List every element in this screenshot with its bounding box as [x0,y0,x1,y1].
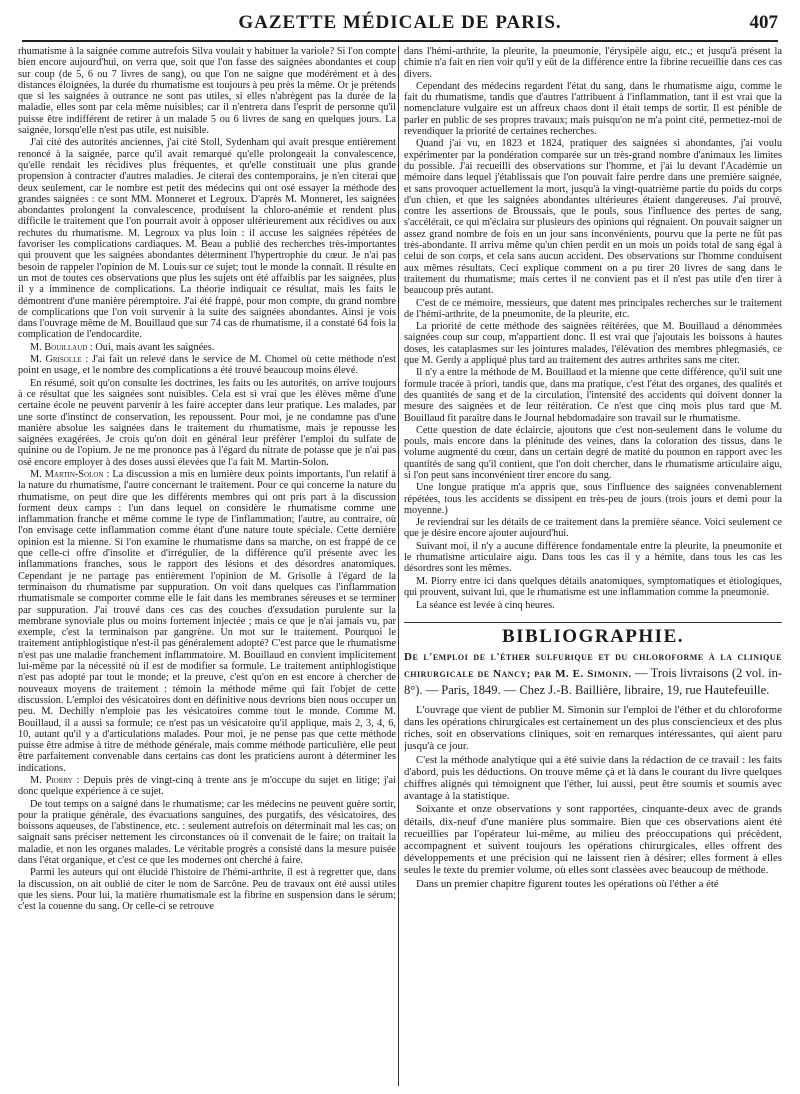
paragraph: Cependant des médecins regardent l'état du sang, dans le rhumatisme aigu, comme le fait du rhumatisme, tandis que d'autres l'attribuent à l'inflammation, tant il est vrai que la nomenclature vulgaire est un affreux chaos dont il était temps de sortir. Il est pénible de parler en public de ses propres travaux; mais puisqu'on ne m'a point cité, permettez-moi de revendiquer la priorité de certaines recherches. [404,80,782,138]
speaker-paragraph [18,354,396,377]
book-details: — Trois livraisons (2 vol. in-8°). — Paris, 1849. — Chez J.-B. Baillière, libraire, 19, rue Hautefeuille. [404,665,782,697]
speaker-name: M. Bouillaud [30,341,88,353]
paragraph: Suivant moi, il n'y a aucune différence fondamentale entre la pleurite, la pneumonite et le rhumatisme articulaire aigu. Dans tous les cas il y a hémite, dans tous les cas les désordres sont les mêmes. [404,540,782,575]
section-divider [404,622,782,623]
speaker-name: M. Piorry [30,775,73,786]
paragraph: De tout temps on a saigné dans le rhumatisme; car les médecins ne peuvent guère sortir, pour la pratique générale, des évacuations sanguines, des purgatifs, des vésicatoires, des boissons aqueuses, de l'abstinence, etc. : seulement autrefois on déterminait mal les cas; on saignait sans préciser nettement les circonstances où il convenait de le faire; on traitait la maladie, et non les organes malades. Le véritable progrès a consisté dans la mesure puisée dans l'état organique, et c'est ce que les modernes ont cherché à faire. [18,798,396,867]
paragraph: Je reviendrai sur les détails de ce traitement dans la première séance. Voici seulement ce que je désire encore ajouter aujourd'hui. [404,517,782,540]
page-number: 407 [749,12,778,33]
journal-title: GAZETTE MÉDICALE DE PARIS. [238,12,562,33]
paragraph: La priorité de cette méthode des saignées réitérées, que M. Bouillaud a dénommées saignées coup sur coup, m'appartient donc. Il est vrai que j'ajoutais les boissons à hautes doses, les cataplasmes sur les jointures malades, l'élévation des membres phlegmasiés, ce que M. Gerdy a appliqué plus tard au traitement des autres arthrites sans me citer. [404,321,782,367]
paragraph: M. Piorry entre ici dans quelques détails anatomiques, symptomatiques et étiologiques, qui prouvent, suivant lui, que le rhumatisme est une inflammation comme la pneumonie. [404,575,782,598]
speech-text: : La discussion a mis en lumière deux points importants, l'un relatif à la nature du rhumatisme, l'autre concernant le traitement. Pour ce qui concerne la nature du rhumatisme, on peut dire que les différents membres qui ont pris part à la discussion forment deux camps : l'un dans lequel on considère le rhumatisme comme une inflammation franche et même comme le type de l'inflammation; l'autre, au contraire, où l'on envisage cette inflammation comme étant d'une nature toute spéciale. Cette dernière opinion est la mienne. Si l'on examine le rhumatisme dans sa marche, on est frappé de ce que celle-ci offre d'insolite et d'irrégulier, de la différence qu'il présente avec les inflammations franches, sous le rapport des lésions et des désordres anatomiques. Cependant je ne partage pas entièrement l'opinion de M. Grisolle à l'égard de la terminaison du rhumatisme par suppuration. On voit dans quelques cas l'inflammation rhumatismale se comporter comme elle le fait dans les membranes séreuses et se terminer par suppuration. J'ai trouvé dans ces cas des couches d'exsudation purulente sur la membrane synoviale plus ou moins fortement injectée ; mais ce que je n'ai jamais vu, par exemple, c'est la terminaison par gangrène. Un mot sur le traitement. Pourquoi le traitement antiphlogistique n'est-il pas généralement adopté? C'est parce que le rhumatisme n'est pas une maladie franchement inflammatoire. M. Bouillaud en convient implicitement lui-même par la nécessité où il est de modifier sa formule. Le traitement antiphlogistique n'est pas adopté par tout le monde; et la preuve, c'est qu'on en est encore à chercher de nouveaux moyens de traitement : témoin la méthode même qui fait l'objet de cette discussion. L'emploi des vésicatoires dont en définitive nous devrions bien nous occuper un peu. M. Dechilly n'emploie pas les vésicatoires comme tout le monde. Comme M. Bouillaud, il a aussi sa formule; ce n'est pas un vésicatoire qu'il applique, mais 2, 3, 4, 6, 10, autant qu'il y a d'articulations malades. Pour moi, je ne pense pas que cette méthode puisse être admise à titre de méthode générale, mais comme méthode particulière, elle peut être parfaitement convenable dans certains cas dont les praticiens auront à déterminer les indications. [18,468,396,774]
book-reference [404,648,782,698]
speaker-paragraph [18,775,396,798]
paragraph: C'est de ce mémoire, messieurs, que datent mes principales recherches sur le traitement de l'hémi-arthrite, de la pneumonite, de la pleurite, etc. [404,297,782,320]
paragraph: rhumatisme à la saignée comme autrefois Silva voulait y habituer la variole? Si l'on compte bien encore aujourd'hui, on verra que, soit que l'on fasse des saignées abondantes et coup sur coup (de 5, 6 ou 7 livres de sang), ou que l'on ne saigne que modérément et à des distances éloignées, la durée du rhumatisme est toujours à peu près la même. Or je prétends que si les saignées à outrance ne sont pas utiles, si elles n'abrègent pas la durée de la maladie, elles sont par cela même nuisibles; car il n'entrera dans l'esprit de personne qu'il puisse être indifférent de retirer à un malade 5 ou 6 livres de sang en quelques jours. La saignée, lorsqu'elle n'est pas utile, est nuisible. [18,46,396,137]
book-title: De l'emploi de l'éther sulfurique et du chloroforme à la clinique chirurgicale de Nancy; par M. E. Simonin. [404,650,782,680]
speech-text: : Oui, mais avant les saignées. [87,341,215,353]
paragraph: Quand j'ai vu, en 1823 et 1824, pratiquer des saignées si abondantes, j'ai voulu expérimenter par la pondération comparée sur un très-grand nombre d'animaux les limites du possible. J'ai recueilli des observations sur l'homme, et j'ai lu devant l'Académie un mémoire dans lequel j'établissais que l'on pouvait faire perdre dans une première saignée, et sans provoquer actuellement la mort, jusqu'à la vingt-quatrième partie du poids du corps d'un chien, et que les saignées abondantes ultérieures étaient dangereuses. J'ai prouvé, contre les assertions de Broussais, que le pouls, sous l'influence des pertes de sang, s'accélérait, ce qui m'éclaira sur plusieurs des opinions qui régnaient. On pouvait saigner un assez grand nombre de fois en un jour sans inconvénients, pourvu que la perte ne fût pas très-abondante. Il arriva même qu'un chien perdit en un mois un poids total de sang égal à celui de son corps, et cela sans aucun accident. Des observations sur l'homme conduisent aux mêmes résultats. Ceci explique comment on a pu tirer 20 livres de sang dans le traitement du rhumatisme; mais certes il ne convient pas et il n'est pas utile d'en tirer à beaucoup près autant. [404,138,782,297]
paragraph: En résumé, soit qu'on consulte les doctrines, les faits ou les autorités, on arrive toujours à ce résultat que les saignées sont nuisibles. Cela est si vrai que les élèves même d'une certaine école ne peuvent parvenir à les faire accepter dans leur pratique. Les malades, par une sorte d'instinct de conservation, les repoussent. Pour moi, je ne condamne pas d'une manière absolue les saignées dans le traitement du rhumatisme, mais je repousse les saignées exagérées. Je crois qu'on doit en général leur préférer l'emploi du sulfate de quinine ou de l'opium. Je ne me prononce pas à l'égard du nitrate de potasse que je n'ai pas osé encore employer à des doses aussi élevées que l'a fait M. Martin-Solon. [18,377,396,468]
speaker-paragraph [18,342,396,353]
page-header [22,8,778,38]
review-paragraph: Dans un premier chapitre figurent toutes les opérations où l'éther a été [416,877,719,890]
column-divider [398,46,399,1086]
paragraph: Il n'y a entre la méthode de M. Bouillaud et la mienne que cette différence, qu'il suit une formule tracée à priori, tandis que, dans ma pratique, c'est l'état des organes, des qualités et des quantités de sang et de la circulation, l'intensité des accidents qui doivent donner la mesure des saignées et de leur réitération. Ce n'est que cinq mois plus tard que M. Bouillaud fit paraître dans le Journal hebdomadaire son travail sur le rhumatisme. [404,367,782,424]
speech-text: : Depuis près de vingt-cinq à trente ans je m'occupe du sujet en litige; j'ai donc quelque expérience à ce sujet. [18,775,396,798]
speaker-name: M. Martin-Solon [30,468,104,480]
review-paragraph: L'ouvrage que vient de publier M. Simonin sur l'emploi de l'éther et du chloroforme dans les opérations chirurgicales est certainement un des plus consciencieux et des plus riches, soit en observations cliniques, soit en remarques intéressantes, qui aient paru jusqu'à ce jour. [404,703,782,753]
header-rule [22,40,778,42]
speech-text: : J'ai fait un relevé dans le service de M. Chomel où cette méthode n'est point en usage, et le nombre des complications a été trouvé beaucoup moins élevé. [18,354,396,377]
paragraph: Une longue pratique m'a appris que, sous l'influence des saignées convenablement répétées, tous les accidents se dissipent en très-peu de jours (trois jours et demi pour la moyenne.) [404,482,782,516]
right-column [404,46,782,1086]
left-column [18,46,396,1086]
review-paragraph: Soixante et onze observations y sont rapportées, cinquante-deux avec de grands détails, dix-neuf d'une manière plus sommaire. Bien que ces observations aient été recueillies par l'opérateur lui-même, au milieu des préoccupations qui précèdent, accompagnent et suivent toujours les opérations chirurgicales, elles offrent des développements et une précision qui ne laissent rien à désirer; elles forment à elles seules le texte du premier volume, où elles sont classées avec beaucoup de méthode. [404,803,782,877]
speaker-paragraph [18,469,396,774]
session-closing: La séance est levée à cinq heures. [416,600,555,612]
speaker-name: M. Grisolle [30,354,82,366]
paragraph: Parmi les auteurs qui ont élucidé l'histoire de l'hémi-arthrite, il est à regretter que, dans la discussion, on ait oublié de citer le nom de Sarcône. Peu de travaux ont été aussi utiles que les siens. Pour lui, la matière rhumatismale est la fibrine en suspension dans le sérum; c'est la couenne du sang. Or celle-ci se retrouve [18,867,396,913]
paragraph: Cette question de date éclaircie, ajoutons que c'est non-seulement dans le volume du pouls, mais encore dans la plénitude des veines, dans la coloration des tissus, dans le volume augmenté du cœur, dans un certain degré de matité du poumon en rapport avec les quantités de sang qu'il contient, que l'on doit chercher, dans le rhumatisme articulaire aigu, si l'on peut sans inconvénient tirer encore du sang. [404,424,782,481]
section-title: BIBLIOGRAPHIE. [501,625,684,647]
review-paragraph: C'est la méthode analytique qui a été suivie dans la rédaction de ce travail : les faits d'abord, puis les déductions. On trouve même çà et là dans le courant du livre quelques chiffres alignés qui témoignent que l'éther, lui aussi, peut être soumis et soumis avec avantage à la statistique. [404,753,782,803]
paragraph: J'ai cité des autorités anciennes, j'ai cité Stoll, Sydenham qui avait presque entièrement renoncé à la saignée, parce qu'il avait remarqué qu'elle prolongeait la convalescence, qu'elle rendait les récidives plus fréquentes, et qu'elle constituait une plus grande propension à contracter d'autres maladies. Je citerai des contemporains, je n'en citerai que deux seulement, car le nombre est petit des médecins qui ont osé essayer la méthode des grandes saignées : ce sont MM. Monneret et Legroux. D'après M. Monneret, les saignées abondantes prolongent la convalescence, produisent la chloro-anémie et rendent plus difficile le traitement que l'on pourrait avoir à opposer ultérieurement aux récidives ou aux rechutes du rhumatisme. M. Legroux va plus loin : il accuse les saignées répétées de favoriser les complications cardiaques. M. Beau a publié des recherches très-importantes qui prouvent que les saignées abondantes déterminent l'hypertrophie du cœur. Je n'ai pas besoin de rappeler l'opinion de M. Louis sur ce sujet; tout le monde la connaît. Il résulte en un mot de toutes ces observations que plus les sujets ont été affaiblis par les saignées, plus il y a imminence de complications. La théorie indiquait ce résultat, mais les faits le démontrent d'une manière péremptoire. J'ai été frappé, pour mon compte, du grand nombre de complications que l'on voit survenir à la suite des saignées abondantes. Ainsi je vois dans l'ouvrage même de M. Bouillaud que sur 74 cas de rhumatisme, il a constaté 64 fois la complication de l'endocardite. [18,137,396,341]
paragraph: dans l'hémi-arthrite, la pleurite, la pneumonie, l'érysipèle aigu, etc.; et jusqu'à présent la chimie n'a fait en rien voir qu'il y eût de la différence entre la fibrine recueillie dans ces cas divers. [404,46,782,80]
